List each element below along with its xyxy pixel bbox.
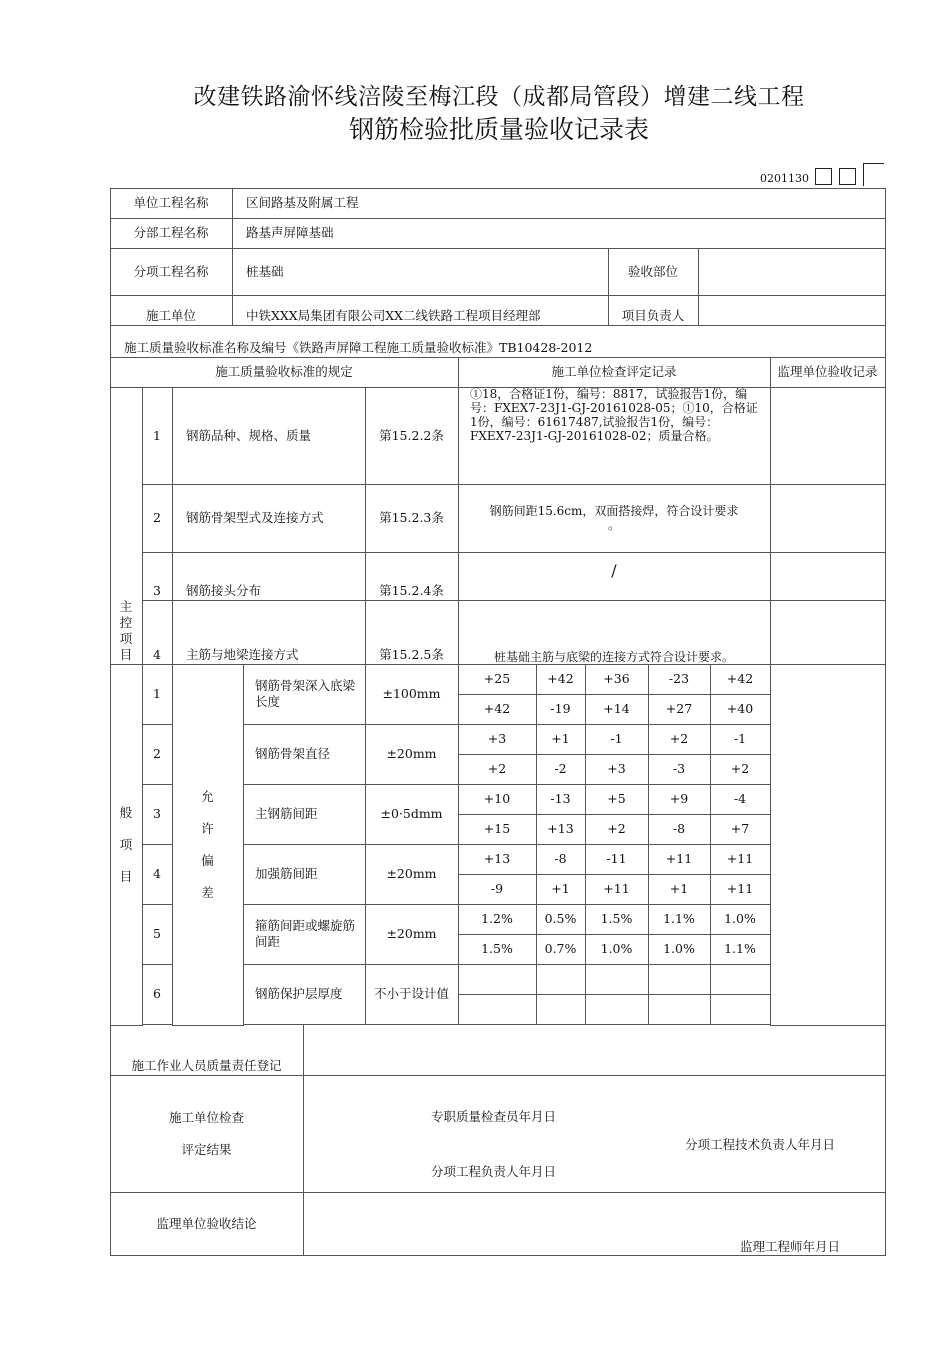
measured-value: +3 — [458, 724, 537, 755]
measured-value: -13 — [536, 784, 586, 815]
main-item-name: 主筋与地梁连接方式 — [172, 600, 366, 665]
header-record: 施工单位检查评定记录 — [458, 357, 771, 388]
code-box-1 — [815, 168, 832, 185]
measured-value — [458, 964, 537, 995]
measured-value: -4 — [710, 784, 771, 815]
general-item-name: 钢筋骨架直径 — [243, 724, 366, 785]
measured-value: +40 — [710, 694, 771, 725]
measured-value: +9 — [648, 784, 711, 815]
measured-value: +13 — [458, 844, 537, 875]
measured-value: +11 — [648, 844, 711, 875]
measured-value: +2 — [458, 754, 537, 785]
measured-value: +42 — [710, 664, 771, 695]
main-item-name: 钢筋品种、规格、质量 — [172, 387, 366, 485]
measured-value: +7 — [710, 814, 771, 845]
measured-value: -3 — [648, 754, 711, 785]
general-item-name: 加强筋间距 — [243, 844, 366, 905]
quality-inspector-sign: 专职质量检查员年月日 — [431, 1109, 557, 1124]
general-item-number: 3 — [142, 784, 173, 845]
measured-value: +2 — [648, 724, 711, 755]
tolerance-label: 允 许 偏 差 — [172, 664, 244, 1026]
general-item-name: 主钢筋间距 — [243, 784, 366, 845]
header-spec: 施工质量验收标准的规定 — [110, 357, 459, 388]
measured-value: +2 — [710, 754, 771, 785]
main-item-name: 钢筋接头分布 — [172, 552, 366, 601]
item-project-value: 桩基础 — [232, 248, 609, 296]
contractor-check-area — [303, 1075, 886, 1193]
main-item-supervisor-record[interactable] — [770, 552, 886, 601]
measured-value: -9 — [458, 874, 537, 905]
general-item-tolerance: ±100mm — [365, 664, 459, 725]
measured-value — [585, 994, 649, 1025]
sub-project-value: 路基声屏障基础 — [232, 218, 886, 249]
personnel-label: 施工作业人员质量责任登记 — [110, 1025, 304, 1076]
inspection-location-value[interactable] — [698, 248, 886, 296]
main-item-record: 桩基础主筋与底梁的连接方式符合设计要求。 — [458, 600, 771, 665]
measured-value: 1.2% — [458, 904, 537, 935]
item-project-label: 分项工程名称 — [110, 248, 233, 296]
main-item-supervisor-record[interactable] — [770, 600, 886, 665]
measured-value: +36 — [585, 664, 649, 695]
measured-value — [536, 964, 586, 995]
contractor-check-label: 施工单位检查 评定结果 — [110, 1075, 304, 1193]
code-box-3 — [863, 163, 884, 186]
main-item-number: 1 — [142, 387, 173, 485]
main-item-clause: 第15.2.2条 — [365, 387, 459, 485]
general-item-tolerance: ±20mm — [365, 724, 459, 785]
main-item-clause: 第15.2.3条 — [365, 484, 459, 553]
general-item-number: 1 — [142, 664, 173, 725]
general-item-number: 5 — [142, 904, 173, 965]
supervisor-conclusion-area[interactable] — [303, 1192, 886, 1256]
measured-value: +1 — [536, 724, 586, 755]
measured-value: 0.7% — [536, 934, 586, 965]
tech-lead-sign: 分项工程技术负责人年月日 — [685, 1137, 836, 1152]
measured-value — [458, 994, 537, 1025]
measured-value: +15 — [458, 814, 537, 845]
measured-value: -8 — [648, 814, 711, 845]
measured-value: 1.0% — [710, 904, 771, 935]
measured-value: -1 — [710, 724, 771, 755]
general-supervisor-record[interactable] — [770, 664, 886, 1026]
general-item-tolerance: ±20mm — [365, 904, 459, 965]
measured-value: +42 — [536, 664, 586, 695]
main-item-record: 钢筋间距15.6cm，双面搭接焊，符合设计要求 。 — [458, 484, 771, 553]
unit-project-label: 单位工程名称 — [110, 188, 233, 219]
measured-value — [710, 994, 771, 1025]
measured-value: +13 — [536, 814, 586, 845]
measured-value: 0.5% — [536, 904, 586, 935]
personnel-value[interactable] — [303, 1025, 886, 1076]
general-item-tolerance: ±20mm — [365, 844, 459, 905]
contractor-value: 中铁XXX局集团有限公司XX二线铁路工程项目经理部 — [232, 295, 609, 326]
main-item-record: ①18，合格证1份，编号：8817，试验报告1份，编号：FXEX7-23J1-GJ-20161028-05；①10，合格证1份，编号：61617487,试验报告1份，编号：FXEX7-23J1-GJ-20161028-02；质量合格。 — [458, 387, 771, 485]
measured-value: -19 — [536, 694, 586, 725]
project-manager-value[interactable] — [698, 295, 886, 326]
measured-value: +5 — [585, 784, 649, 815]
measured-value — [585, 964, 649, 995]
measured-value — [710, 964, 771, 995]
measured-value: +1 — [648, 874, 711, 905]
main-control-label: 主 控 项 目 — [110, 387, 143, 665]
main-item-record: / — [458, 552, 771, 601]
header-supervisor: 监理单位验收记录 — [770, 357, 886, 388]
project-manager-label: 项目负责人 — [608, 295, 699, 326]
measured-value: +27 — [648, 694, 711, 725]
measured-value — [648, 964, 711, 995]
code-box-2 — [839, 168, 856, 185]
measured-value: +11 — [710, 844, 771, 875]
measured-value: +14 — [585, 694, 649, 725]
measured-value: -1 — [585, 724, 649, 755]
measured-value: 1.5% — [585, 904, 649, 935]
main-item-number: 3 — [142, 552, 173, 601]
sub-project-label: 分部工程名称 — [110, 218, 233, 249]
measured-value — [536, 994, 586, 1025]
measured-value: 1.0% — [648, 934, 711, 965]
general-item-number: 6 — [142, 964, 173, 1025]
measured-value — [648, 994, 711, 1025]
main-item-clause: 第15.2.5条 — [365, 600, 459, 665]
supervisor-label: 监理单位验收结论 — [110, 1192, 304, 1256]
measured-value: +42 — [458, 694, 537, 725]
form-code: 0201130 — [760, 172, 809, 185]
supervisor-engineer-sign: 监理工程师年月日 — [740, 1239, 841, 1254]
title-line-2: 钢筋检验批质量验收记录表 — [348, 115, 649, 144]
general-item-name: 箍筋间距或螺旋筋间距 — [243, 904, 366, 965]
general-item-number: 4 — [142, 844, 173, 905]
general-item-name: 钢筋骨架深入底梁长度 — [243, 664, 366, 725]
main-item-number: 2 — [142, 484, 173, 553]
measured-value: 1.5% — [458, 934, 537, 965]
main-item-clause: 第15.2.4条 — [365, 552, 459, 601]
item-lead-sign: 分项工程负责人年月日 — [431, 1164, 557, 1179]
unit-project-value: 区间路基及附属工程 — [232, 188, 886, 219]
measured-value: -11 — [585, 844, 649, 875]
measured-value: +1 — [536, 874, 586, 905]
measured-value: +11 — [585, 874, 649, 905]
inspection-location-label: 验收部位 — [608, 248, 699, 296]
measured-value: 1.1% — [648, 904, 711, 935]
measured-value: +3 — [585, 754, 649, 785]
measured-value: +10 — [458, 784, 537, 815]
measured-value: -2 — [536, 754, 586, 785]
general-item-tolerance: ±0·5dmm — [365, 784, 459, 845]
general-label: 般 项 目 — [110, 664, 143, 1026]
general-item-number: 2 — [142, 724, 173, 785]
standard-line: 施工质量验收标准名称及编号《铁路声屏障工程施工质量验收标准》TB10428-2012 — [110, 325, 886, 358]
main-item-number: 4 — [142, 600, 173, 665]
measured-value: 1.0% — [585, 934, 649, 965]
measured-value: -23 — [648, 664, 711, 695]
main-item-supervisor-record[interactable] — [770, 387, 886, 485]
general-item-name: 钢筋保护层厚度 — [243, 964, 366, 1025]
measured-value: +11 — [710, 874, 771, 905]
measured-value: -8 — [536, 844, 586, 875]
main-item-name: 钢筋骨架型式及连接方式 — [172, 484, 366, 553]
main-item-supervisor-record[interactable] — [770, 484, 886, 553]
measured-value: +25 — [458, 664, 537, 695]
contractor-label: 施工单位 — [110, 295, 233, 326]
record-table — [110, 188, 886, 1256]
general-item-tolerance: 不小于设计值 — [365, 964, 459, 1025]
measured-value: 1.1% — [710, 934, 771, 965]
measured-value: +2 — [585, 814, 649, 845]
title-line-1: 改建铁路渝怀线涪陵至梅江段（成都局管段）增建二线工程 — [193, 84, 805, 110]
